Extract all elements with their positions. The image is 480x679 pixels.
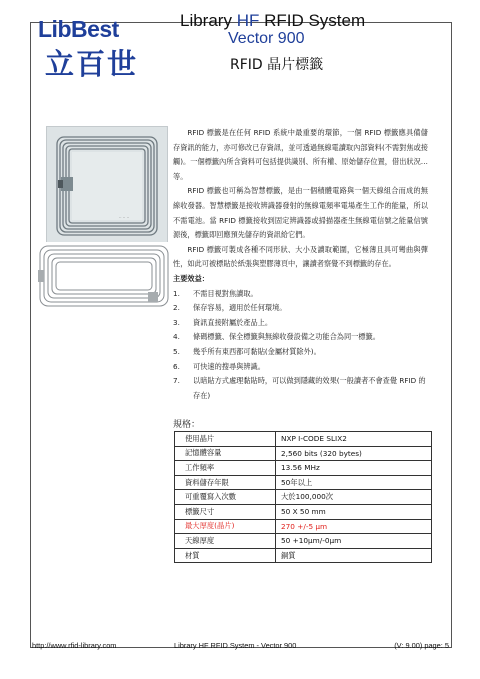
spec-value: 大於100,000次 [276, 490, 432, 505]
list-text: 不需目視對焦讀取。 [193, 288, 258, 298]
list-number: 1. [173, 288, 180, 298]
list-item [173, 360, 428, 375]
rfid-square-antenna-icon [47, 127, 167, 245]
list-number: 4. [173, 332, 180, 342]
list-text: 可快速的搜尋與辨識。 [193, 361, 265, 371]
list-text: 幾乎所有東西都可黏貼(金屬材質除外)。 [193, 346, 321, 356]
list-item [173, 316, 428, 331]
document-subtitle: Vector 900 [228, 30, 305, 47]
document-title [180, 11, 365, 31]
benefits-list [173, 287, 428, 404]
spec-key: 資料儲存年限 [175, 475, 276, 490]
spec-key: 工作頻率 [175, 461, 276, 476]
spec-value: NXP I-CODE SLIX2 [276, 432, 432, 447]
spec-value: 銅質 [276, 548, 432, 563]
table-row [175, 475, 432, 490]
spec-key: 天線厚度 [175, 534, 276, 549]
list-number: 6. [173, 361, 180, 371]
list-item [173, 374, 428, 403]
benefits-heading: 主要效益： [173, 273, 209, 283]
footer-version-page: (V: 9.00) page: 5 [394, 641, 449, 650]
spec-key: 標籤尺寸 [175, 504, 276, 519]
paragraph-intro: RFID 標籤是在任何 RFID 系統中最重要的環節，一個 RFID 標籤應具備儲存資訊的能力，亦可修改已存資訊，並可透過無線電讀取內部資料(不需對焦或接觸)。一個標籤內所含資料可包括提供識別、所有權、原始儲存位置，借出狀況…等。 [173, 128, 428, 181]
list-text: 以暗貼方式處理黏貼時，可以做到隱藏的效果(一般讀者不會查覺 RFID 的存在) [193, 376, 426, 400]
list-number: 2. [173, 303, 180, 313]
title-suffix: RFID System [259, 11, 366, 30]
specs-table [174, 431, 432, 563]
list-number: 3. [173, 317, 180, 327]
paragraph-shape: RFID 標籤可製成各種不同形狀、大小及讀取範圍，它極薄且具可彎曲與彈性，如此可被標貼於紙張與塑膠薄頁中，讓讀者察覺不到標籤的存在。 [173, 244, 428, 269]
section-title: RFID 晶片標籤 [230, 57, 324, 73]
footer-doc-title: Library HF RFID System - Vector 900 [174, 641, 297, 650]
table-row [175, 519, 432, 534]
table-row [175, 446, 432, 461]
table-row [175, 490, 432, 505]
spec-value: 2,560 bits (320 bytes) [276, 446, 432, 461]
list-item [173, 330, 428, 345]
list-number: 5. [173, 346, 180, 356]
svg-text:·· ·· ··: ·· ·· ·· [119, 215, 130, 220]
rfid-inlay-drawing [36, 242, 174, 312]
logo-text-en: LibBest [38, 16, 119, 42]
logo-text-zh: 立百世 [45, 47, 139, 81]
list-text: 條碼標籤、保全標籤與無線收發設備之功能合為同一標籤。 [193, 332, 380, 342]
spec-key: 使用晶片 [175, 432, 276, 447]
list-text: 資訊直接附屬於產品上。 [193, 317, 273, 327]
page-footer [32, 641, 452, 655]
table-row [175, 432, 432, 447]
spec-value: 50 X 50 mm [276, 504, 432, 519]
rfid-tag-photo [46, 126, 168, 246]
table-row [175, 504, 432, 519]
spec-value: 50 +10μm/-0μm [276, 534, 432, 549]
table-row [175, 548, 432, 563]
list-item [173, 301, 428, 316]
rfid-rect-antenna-icon [36, 242, 174, 312]
title-hf: HF [236, 11, 260, 30]
spec-key: 最大厚度(晶片) [175, 519, 276, 534]
specs-heading: 規格： [173, 420, 201, 430]
spec-value: 270 +/-5 μm [276, 519, 432, 534]
spec-key: 可重覆寫入次數 [175, 490, 276, 505]
spec-value: 50年以上 [276, 475, 432, 490]
spec-value: 13.56 MHz [276, 461, 432, 476]
title-prefix: Library [180, 11, 237, 30]
list-number: 7. [173, 376, 180, 386]
description-content [173, 126, 428, 403]
spec-key: 材質 [175, 548, 276, 563]
paragraph-smart-tag: RFID 標籤也可稱為智慧標籤，是由一個積體電路與一個天線組合而成的無線收發器。智慧標籤是接收辨識器發射的無線電頻率電場產生工作的能量，所以不需電池。當 RFID 標籤接收到固定辨識器或掃描器產生無線電信號之能量信號源後，標籤即回應預先儲存的資訊給它們。 [173, 186, 428, 240]
table-row [175, 534, 432, 549]
table-row [175, 461, 432, 476]
footer-url-link[interactable]: http://www.rfid-library.com [32, 641, 117, 650]
list-text: 保存容易，適用於任何環境。 [193, 303, 287, 313]
spec-key: 記憶體容量 [175, 446, 276, 461]
list-item [173, 287, 428, 302]
list-item [173, 345, 428, 360]
